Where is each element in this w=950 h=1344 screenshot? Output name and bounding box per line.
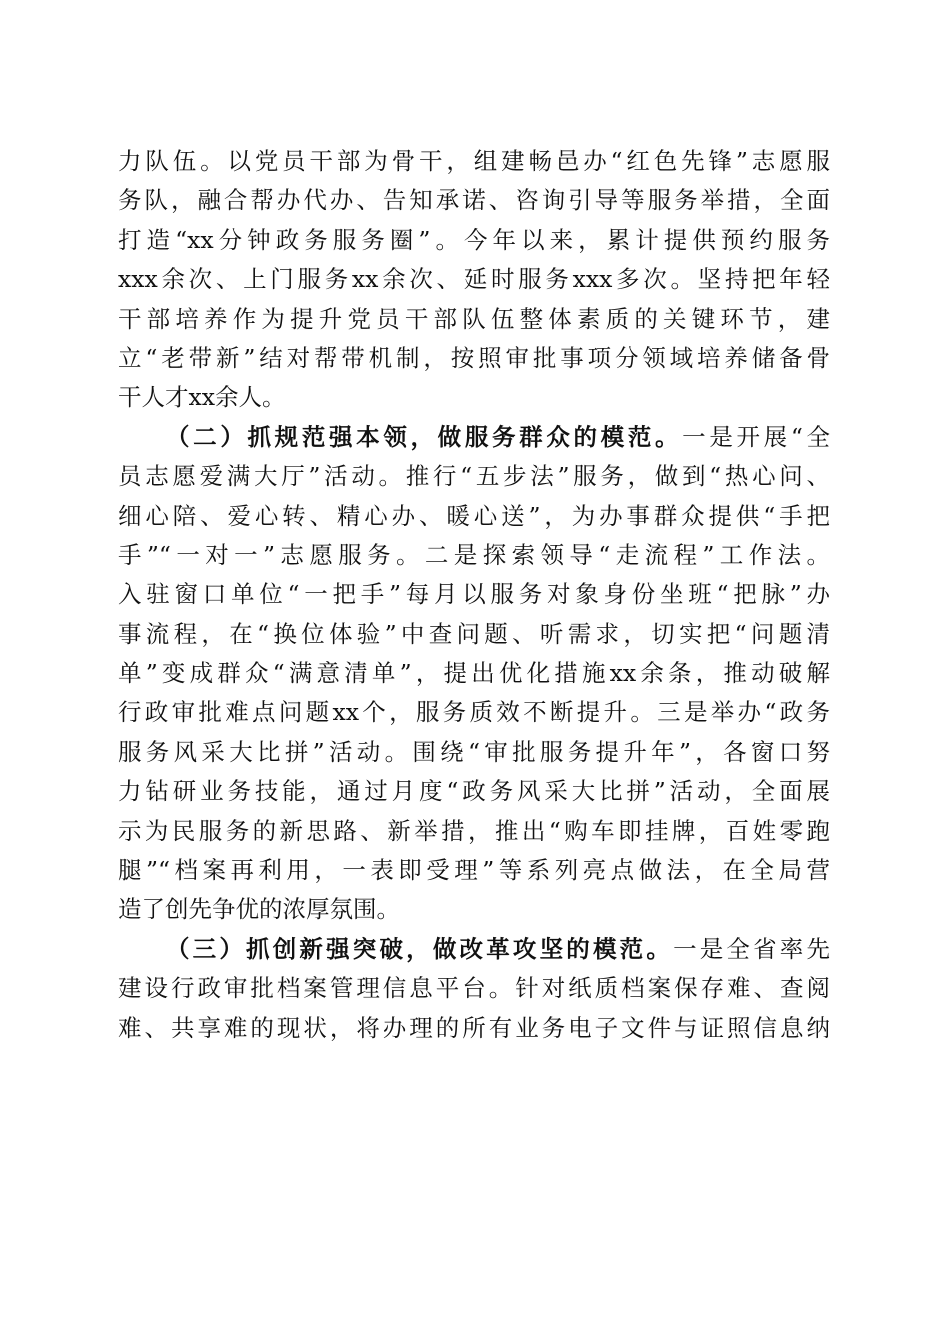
text-line: 打造“xx分钟政务服务圈”。今年以来，累计提供预约服务 — [118, 225, 830, 254]
text-line: 造了创先争优的浓厚氛围。 — [118, 895, 400, 924]
text-line: 难、共享难的现状，将办理的所有业务电子文件与证照信息纳 — [118, 1013, 830, 1042]
paragraph-1 — [118, 142, 830, 418]
text-line: 单”变成群众“满意清单”，提出优化措施xx余条，推动破解 — [118, 659, 830, 688]
text-line: 细心陪、爱心转、精心办、暖心送”，为办事群众提供“手把 — [118, 501, 830, 530]
text-line: 力队伍。以党员干部为骨干，组建畅邑办“红色先锋”志愿服 — [118, 147, 830, 175]
section-heading: （二）抓规范强本领，做服务群众的模范。 — [166, 422, 683, 451]
document-page — [118, 142, 830, 1048]
section-heading: （三）抓创新强突破，做改革攻坚的模范。 — [166, 934, 674, 963]
text-line: 行政审批难点问题xx个，服务质效不断提升。三是举办“政务 — [118, 698, 830, 727]
heading-continuation: 一是开展“全 — [682, 422, 831, 451]
paragraph-first-line — [118, 418, 830, 457]
text-line: 入驻窗口单位“一把手”每月以服务对象身份坐班“把脉”办 — [118, 580, 830, 609]
paragraph-first-line — [118, 930, 830, 969]
text-line: 示为民服务的新思路、新举措，推出“购车即挂牌，百姓零跑 — [118, 816, 830, 845]
text-line: 服务风采大比拼”活动。围绕“审批服务提升年”，各窗口努 — [118, 737, 830, 766]
text-line: 干人才xx余人。 — [118, 383, 286, 412]
text-line: 事流程，在“换位体验”中查问题、听需求，切实把“问题清 — [118, 619, 830, 648]
heading-continuation: 一是全省率先 — [673, 934, 830, 963]
text-line: 务队，融合帮办代办、告知承诺、咨询引导等服务举措，全面 — [118, 186, 830, 215]
paragraph-2 — [118, 418, 830, 930]
text-line: 干部培养作为提升党员干部队伍整体素质的关键环节，建 — [118, 304, 830, 333]
text-line: 建设行政审批档案管理信息平台。针对纸质档案保存难、查阅 — [118, 974, 830, 1003]
text-line: 力钻研业务技能，通过月度“政务风采大比拼”活动，全面展 — [118, 777, 830, 806]
text-line: 腿”“档案再利用，一表即受理”等系列亮点做法，在全局营 — [118, 856, 830, 885]
text-line: 立“老带新”结对帮带机制，按照审批事项分领域培养储备骨 — [118, 343, 830, 372]
text-line: 手”“一对一”志愿服务。二是探索领导“走流程”工作法。 — [118, 540, 830, 569]
text-line: xxx余次、上门服务xx余次、延时服务xxx多次。坚持把年轻 — [118, 265, 830, 294]
paragraph-3 — [118, 930, 830, 1048]
text-line: 员志愿爱满大厅”活动。推行“五步法”服务，做到“热心问、 — [118, 462, 830, 491]
